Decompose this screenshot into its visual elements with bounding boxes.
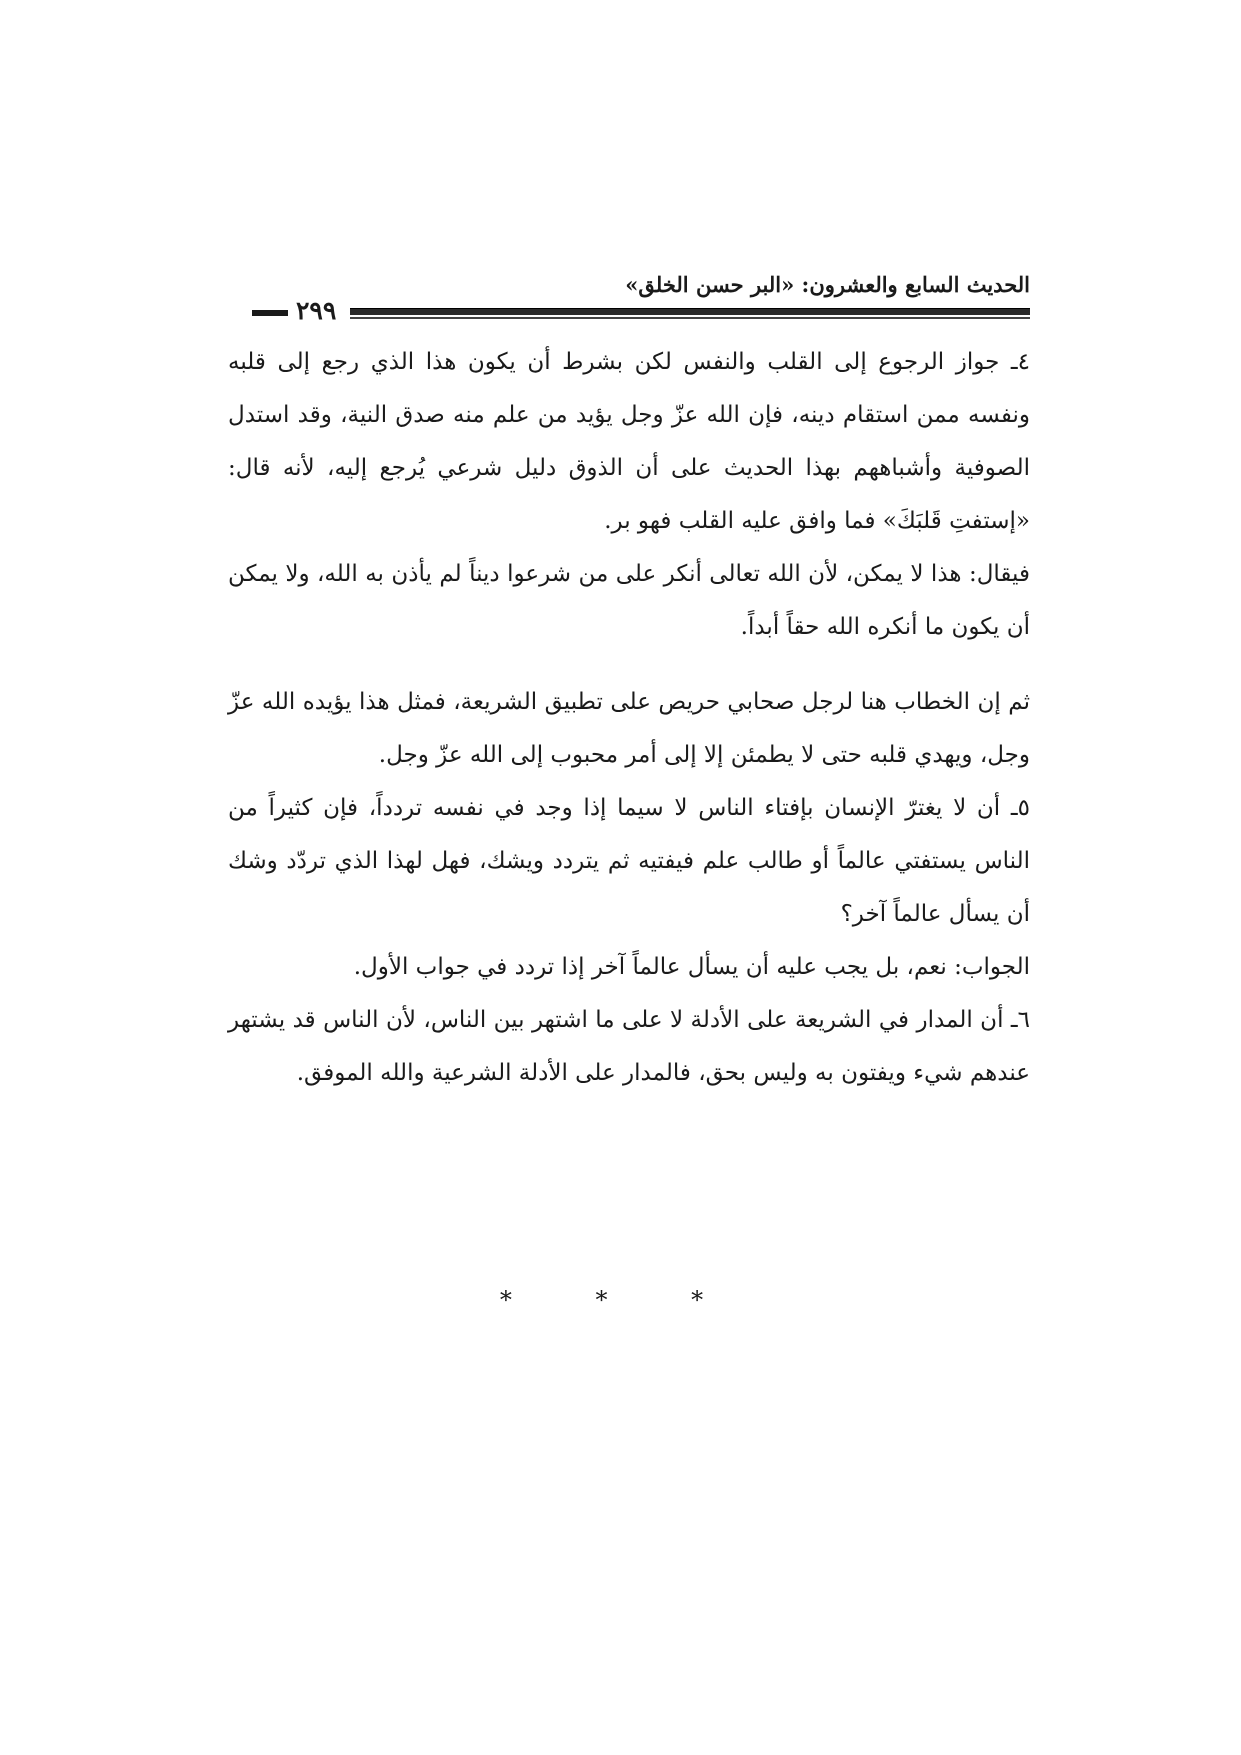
paragraph-answer: الجواب: نعم، بل يجب عليه أن يسأل عالماً آخر إذا تردد في جواب الأول. (353, 954, 1030, 980)
section-end-ornament: * * * (499, 1286, 742, 1314)
header-rule (350, 308, 1030, 315)
paragraph-companion: ثم إن الخطاب هنا لرجل صحابي حريص على تطبيق الشريعة، فمثل هذا يؤيده الله عزّ وجل، ويهدي قلبه حتى لا يطمئن إلا إلى أمر محبوب إلى الله عزّ وجل. (228, 689, 1030, 768)
running-header (252, 272, 1030, 324)
body-text (228, 336, 1030, 1100)
header-title: الحديث السابع والعشرون: «البر حسن الخلق» (625, 272, 1030, 297)
paragraph-point-6: ٦ـ أن المدار في الشريعة على الأدلة لا على ما اشتهر بين الناس، لأن الناس قد يشتهر عندهم شيء ويفتون به وليس بحق، فالمدار على الأدلة الشرعية والله الموفق. (228, 1007, 1030, 1086)
page-number: ٢٩٩ (296, 296, 337, 325)
page-number-dash (252, 310, 288, 316)
paragraph-response: فيقال: هذا لا يمكن، لأن الله تعالى أنكر على من شرعوا ديناً لم يأذن به الله، ولا يمكن أن يكون ما أنكره الله حقاً أبداً. (228, 561, 1030, 640)
paragraph-point-4: ٤ـ جواز الرجوع إلى القلب والنفس لكن بشرط أن يكون هذا الذي رجع إلى قلبه ونفسه ممن استقام دينه، فإن الله عزّ وجل يؤيد من علم منه صدق النية، وقد استدل الصوفية وأشباههم بهذا الحديث على أن الذوق دليل شرعي يُرجع إليه، لأنه قال: «إستفتِ قَلبَكَ» فما وافق عليه القلب فهو بر. (228, 349, 1030, 534)
paragraph-point-5: ٥ـ أن لا يغترّ الإنسان بإفتاء الناس لا سيما إذا وجد في نفسه تردداً، فإن كثيراً من الناس يستفتي عالماً أو طالب علم فيفتيه ثم يتردد ويشك، فهل لهذا الذي تردّد وشك أن يسأل عالماً آخر؟ (228, 795, 1030, 927)
